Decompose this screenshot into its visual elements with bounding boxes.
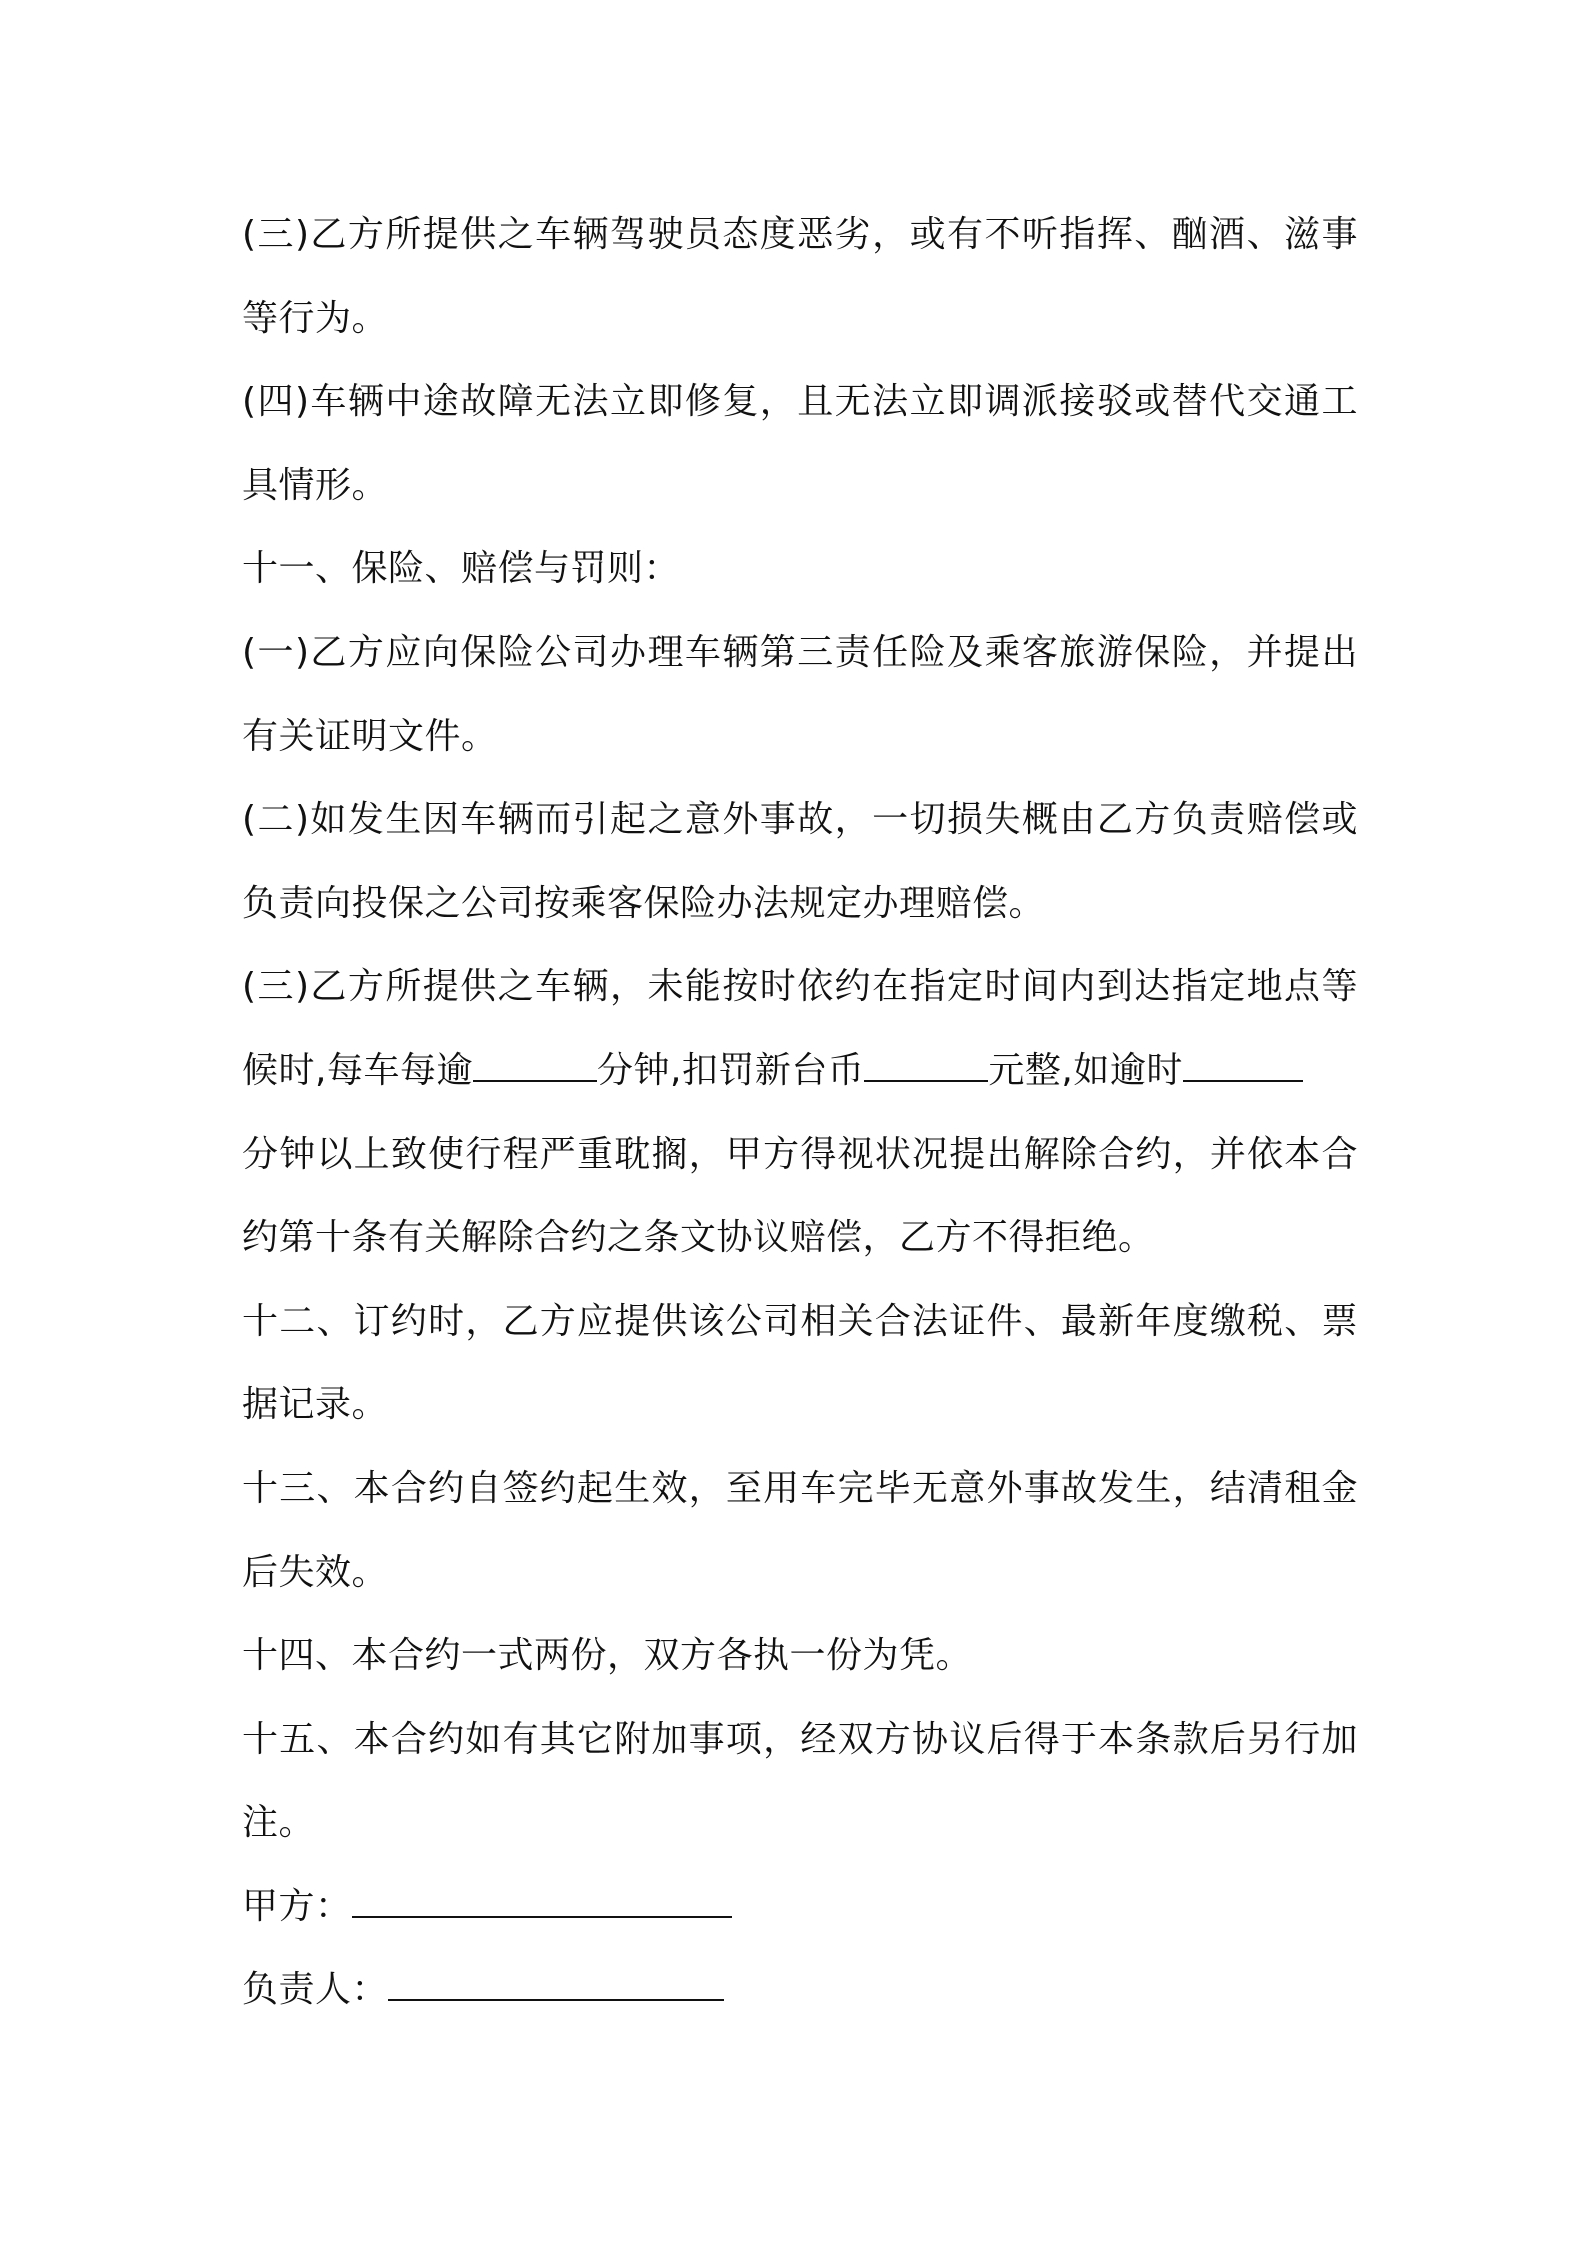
text-line: 据记录。 bbox=[242, 1384, 389, 1426]
penalty-text-1: 候时,每车每逾 bbox=[242, 1049, 473, 1091]
penalty-text-3: 元整,如逾时 bbox=[988, 1049, 1183, 1091]
text-line: 具情形。 bbox=[242, 464, 389, 506]
document-page bbox=[242, 193, 1362, 2032]
party-a-signature bbox=[242, 1865, 1362, 1949]
text-line: (三)乙方所提供之车辆驾驶员态度恶劣，或有不听指挥、酗酒、滋事 bbox=[242, 214, 1358, 255]
text-line: 负责向投保之公司按乘客保险办法规定办理赔偿。 bbox=[242, 882, 1046, 924]
responsible-signature-field[interactable] bbox=[388, 1971, 724, 2001]
text-line: 等行为。 bbox=[242, 297, 389, 339]
blank-amount-field[interactable] bbox=[864, 1050, 988, 1082]
responsible-label: 负责人： bbox=[242, 1969, 389, 2011]
blank-minutes-field[interactable] bbox=[473, 1050, 597, 1082]
blank-overtime-field[interactable] bbox=[1183, 1050, 1303, 1082]
penalty-line bbox=[242, 1029, 1362, 1113]
text-line: 分钟以上致使行程严重耽搁，甲方得视状况提出解除合约，并依本合 bbox=[242, 1133, 1358, 1175]
section-heading: 十三、本合约自签约起生效，至用车完毕无意外事故发生，结清租金 bbox=[242, 1467, 1358, 1509]
penalty-text-2: 分钟,扣罚新台币 bbox=[596, 1049, 865, 1091]
text-line: (三)乙方所提供之车辆，未能按时依约在指定时间内到达指定地点等 bbox=[242, 966, 1358, 1008]
section-heading: 十二、订约时，乙方应提供该公司相关合法证件、最新年度缴税、票 bbox=[242, 1300, 1358, 1342]
responsible-signature bbox=[242, 1948, 1362, 2032]
text-line: 注。 bbox=[242, 1802, 316, 1844]
text-line: (四)车辆中途故障无法立即修复，且无法立即调派接驳或替代交通工 bbox=[242, 381, 1358, 423]
text-line: 有关证明文件。 bbox=[242, 715, 498, 757]
section-heading: 十四、本合约一式两份，双方各执一份为凭。 bbox=[242, 1635, 973, 1677]
text-line: 后失效。 bbox=[242, 1551, 389, 1593]
party-a-label: 甲方： bbox=[242, 1885, 352, 1927]
section-heading: 十一、保险、赔偿与罚则： bbox=[242, 548, 681, 590]
party-a-signature-field[interactable] bbox=[352, 1888, 732, 1918]
text-line: (一)乙方应向保险公司办理车辆第三责任险及乘客旅游保险，并提出 bbox=[242, 631, 1358, 673]
text-line: 约第十条有关解除合约之条文协议赔偿，乙方不得拒绝。 bbox=[242, 1217, 1155, 1259]
section-heading: 十五、本合约如有其它附加事项，经双方协议后得于本条款后另行加 bbox=[242, 1718, 1358, 1760]
text-line: (二)如发生因车辆而引起之意外事故，一切损失概由乙方负责赔偿或 bbox=[242, 799, 1358, 841]
